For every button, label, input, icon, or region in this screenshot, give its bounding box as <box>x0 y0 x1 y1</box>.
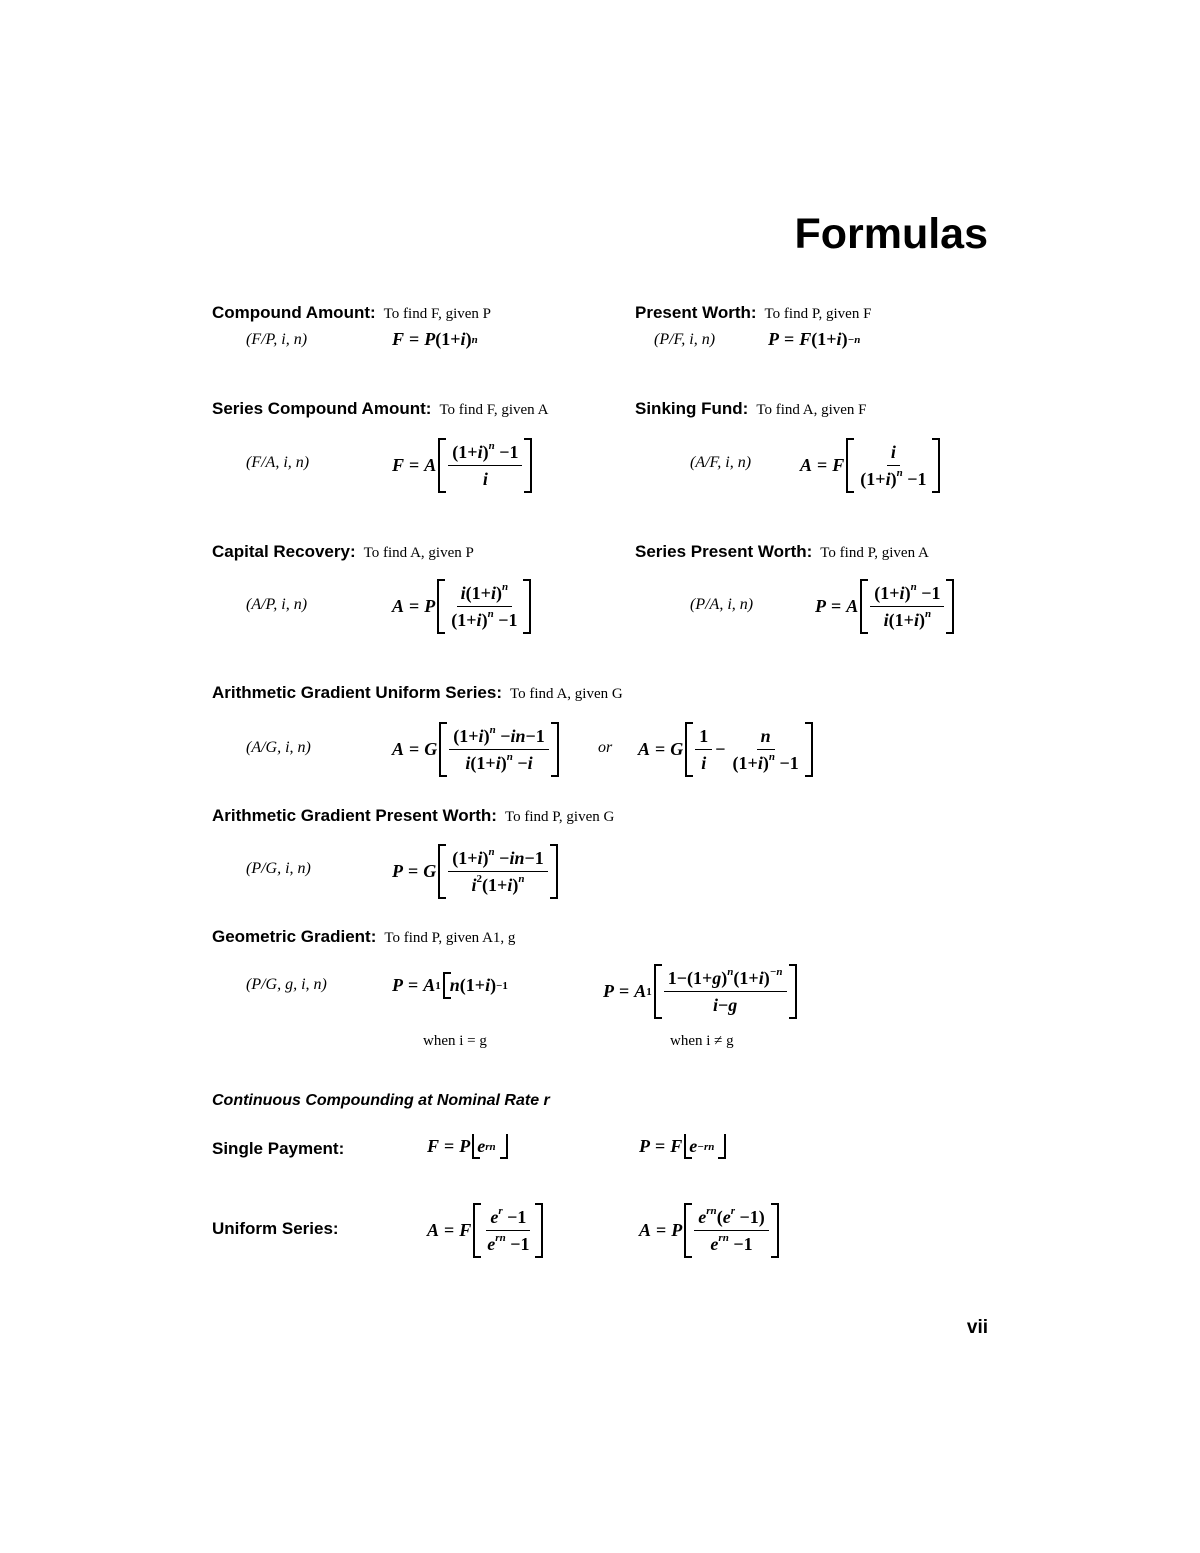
sinking-fund-notation: (A/F, i, n) <box>690 454 752 471</box>
sinking-fund-formula: A = F $\frac{i}{(1+i)^n -1}$ <box>800 438 940 493</box>
single-payment-label: Single Payment: <box>212 1139 345 1158</box>
arith-gradient-pw-header <box>212 806 614 826</box>
present-worth-header <box>635 303 871 323</box>
section-desc: To find P, given F <box>764 306 872 322</box>
compound-amount-header <box>212 303 491 323</box>
arith-gradient-pw-notation: (P/G, i, n) <box>246 860 311 877</box>
or-label: or <box>598 739 613 756</box>
section-desc: To find A, given G <box>510 686 623 702</box>
section-name: Present Worth: <box>635 303 757 322</box>
series-present-worth-formula: P = A $\frac{(1+i)^n -1}{i(1+i)^n}$ <box>815 579 954 634</box>
series-present-worth-notation: (P/A, i, n) <box>690 596 754 613</box>
series-present-worth-header <box>635 542 929 562</box>
page-number: vii <box>966 1317 988 1338</box>
section-desc: To find P, given A <box>820 545 929 561</box>
section-name: Capital Recovery: <box>212 542 356 561</box>
section-desc: To find F, given A <box>439 402 549 418</box>
arith-gradient-uniform-notation: (A/G, i, n) <box>246 739 311 756</box>
uniform-series-formula-a-f: A = F $\frac{e^r -1}{e^{rn} -1}$ <box>427 1203 543 1258</box>
capital-recovery-formula: A = P $\frac{i(1+i)^n}{(1+i)^n -1}$ <box>392 579 531 634</box>
series-compound-amount-header <box>212 399 548 419</box>
arith-gradient-uniform-formula-2: A = G $\frac{1}{i}$ − $\frac{n}{(1+i)^n -1}$ <box>638 722 813 777</box>
page-title: Formulas <box>794 210 988 258</box>
condition-equal: when i = g <box>423 1033 487 1049</box>
section-desc: To find A, given F <box>756 402 867 418</box>
present-worth-formula: P = F (1+ i ) −n <box>768 329 861 349</box>
uniform-series-label: Uniform Series: <box>212 1219 339 1238</box>
compound-amount-notation: (F/P, i, n) <box>246 331 308 348</box>
arith-gradient-pw-formula: P = G $\frac{(1+i)^n -in-1}{i^2(1+i)^n}$ <box>392 844 558 899</box>
capital-recovery-header <box>212 542 474 562</box>
section-desc: To find P, given A1, g <box>384 930 516 946</box>
geometric-gradient-notation: (P/G, g, i, n) <box>246 976 327 993</box>
arith-gradient-uniform-header <box>212 683 623 703</box>
geometric-gradient-formula-1: P = A 1 n (1+ i ) −1 <box>392 972 513 999</box>
sinking-fund-header <box>635 399 867 419</box>
section-name: Compound Amount: <box>212 303 376 322</box>
single-payment-formula-p: P = F e −rn <box>639 1134 726 1159</box>
section-desc: To find F, given P <box>383 306 492 322</box>
section-name: Arithmetic Gradient Uniform Series: <box>212 683 503 702</box>
condition-not-equal: when i ≠ g <box>670 1033 734 1049</box>
series-compound-amount-notation: (F/A, i, n) <box>246 454 310 471</box>
section-name: Series Present Worth: <box>635 542 813 561</box>
section-name: Geometric Gradient: <box>212 927 377 946</box>
section-desc: To find P, given G <box>504 809 615 825</box>
geometric-gradient-header <box>212 927 515 947</box>
single-payment-formula-f: F = P e rn <box>427 1134 508 1159</box>
series-compound-amount-formula: F = A $\frac{(1+i)^n -1}{i}$ <box>392 438 532 493</box>
continuous-heading: Continuous Compounding at Nominal Rate r <box>212 1092 550 1109</box>
uniform-series-formula-a-p: A = P $\frac{e^{rn}(e^r -1)}{e^{rn} -1}$ <box>639 1203 779 1258</box>
present-worth-notation: (P/F, i, n) <box>654 331 716 348</box>
section-name: Arithmetic Gradient Present Worth: <box>212 806 497 825</box>
compound-amount-formula: F = P (1+ i ) n <box>392 329 478 349</box>
section-desc: To find A, given P <box>363 545 474 561</box>
section-name: Sinking Fund: <box>635 399 749 418</box>
geometric-gradient-formula-2: P = A 1 $\frac{1-(1+g)^n(1+i)^{-n}}{i-g}$ <box>603 964 797 1019</box>
capital-recovery-notation: (A/P, i, n) <box>246 596 308 613</box>
arith-gradient-uniform-formula-1: A = G $\frac{(1+i)^n -in-1}{i(1+i)^n -i}$ <box>392 722 559 777</box>
section-name: Series Compound Amount: <box>212 399 432 418</box>
